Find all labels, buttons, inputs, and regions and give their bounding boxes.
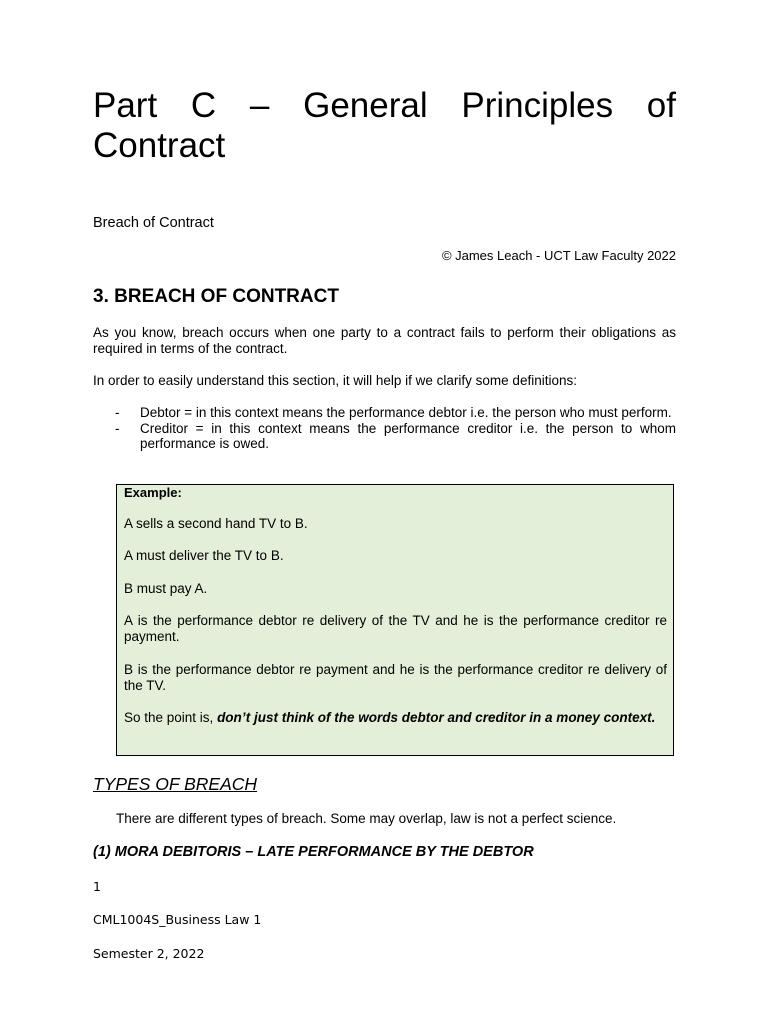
- page-number: 1: [93, 879, 101, 894]
- semester-label: Semester 2, 2022: [93, 946, 205, 961]
- intro-paragraph: As you know, breach occurs when one party to a contract fails to perform their obligations as required in terms of the contract.: [93, 325, 676, 356]
- definitions-list: [93, 405, 676, 452]
- example-label: Example:: [124, 485, 182, 500]
- document-subtitle: Breach of Contract: [93, 215, 214, 231]
- example-line: B is the performance debtor re payment and he is the performance creditor re delivery of the TV.: [124, 662, 667, 693]
- example-line: A must deliver the TV to B.: [124, 548, 284, 563]
- example-box: [116, 484, 674, 756]
- section-heading: 3. BREACH OF CONTRACT: [93, 286, 339, 307]
- course-code: CML1004S_Business Law 1: [93, 912, 262, 927]
- mora-debitoris-heading: (1) MORA DEBITORIS – LATE PERFORMANCE BY THE DEBTOR: [93, 844, 534, 860]
- list-bullet: -: [115, 405, 120, 420]
- definition-item-creditor: [93, 421, 676, 452]
- types-of-breach-paragraph: There are different types of breach. Some may overlap, law is not a perfect science.: [116, 811, 617, 826]
- example-conclusion: [124, 710, 667, 726]
- copyright-notice: © James Leach - UCT Law Faculty 2022: [441, 248, 676, 263]
- definition-text: Debtor = in this context means the performance debtor i.e. the person who must perform.: [140, 405, 672, 420]
- definition-item-debtor: [93, 405, 676, 421]
- types-of-breach-heading: TYPES OF BREACH: [93, 774, 258, 794]
- example-line: B must pay A.: [124, 581, 208, 596]
- page-title: Part C – General Principles of Contract: [93, 86, 676, 165]
- example-line: A is the performance debtor re delivery of the TV and he is the performance creditor re payment.: [124, 613, 667, 644]
- example-conclusion-prefix: So the point is,: [124, 710, 218, 725]
- list-bullet: -: [115, 420, 120, 436]
- definitions-intro: In order to easily understand this section, it will help if we clarify some definitions:: [93, 373, 577, 388]
- example-conclusion-emphasis: don’t just think of the words debtor and creditor in a money context.: [217, 710, 656, 725]
- definition-text: Creditor = in this context means the performance creditor i.e. the person to whom performance is owed.: [140, 420, 676, 451]
- example-line: A sells a second hand TV to B.: [124, 516, 308, 531]
